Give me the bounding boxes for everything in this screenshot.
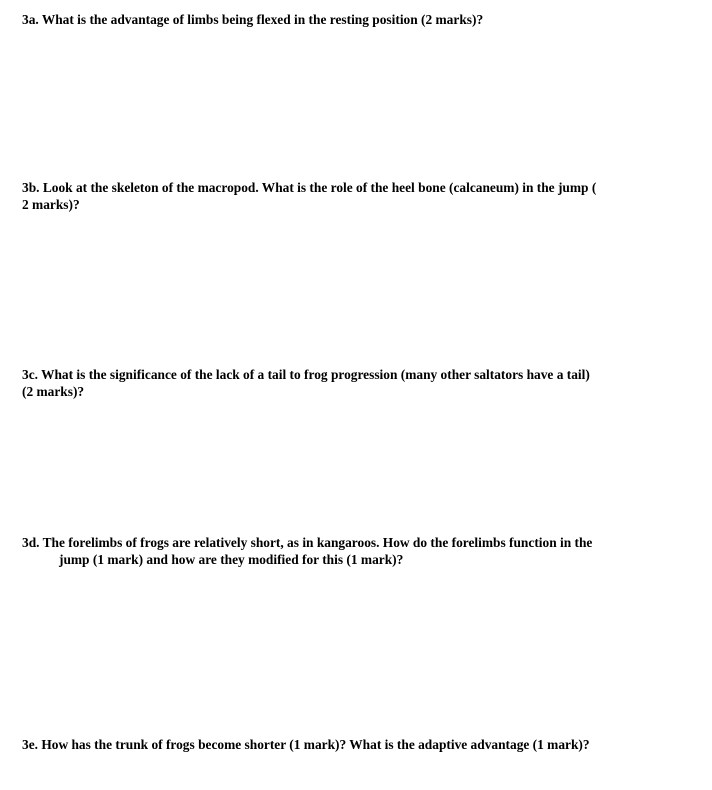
question-3e (22, 737, 662, 754)
question-3b-text-line-1: 3b. Look at the skeleton of the macropod. What is the role of the heel bone (calcaneum) in the jump ( (22, 180, 597, 195)
question-3a-text: 3a. What is the advantage of limbs being flexed in the resting position (2 marks)? (22, 12, 484, 27)
question-3b (22, 180, 662, 213)
question-3a (22, 12, 662, 29)
question-3e-text: 3e. How has the trunk of frogs become shorter (1 mark)? What is the adaptive advantage (1 mark)? (22, 737, 590, 752)
question-3d-text-line-1: 3d. The forelimbs of frogs are relatively short, as in kangaroos. How do the forelimbs function in the (22, 535, 593, 550)
question-3d (22, 535, 662, 568)
question-3c (22, 367, 662, 400)
question-3c-text-line-2: (2 marks)? (22, 383, 85, 399)
question-3d-text-line-2: jump (1 mark) and how are they modified for this (1 mark)? (59, 551, 404, 567)
question-3b-text-line-2: 2 marks)? (22, 196, 80, 212)
question-3c-text-line-1: 3c. What is the significance of the lack of a tail to frog progression (many other saltators have a tail) (22, 367, 590, 382)
